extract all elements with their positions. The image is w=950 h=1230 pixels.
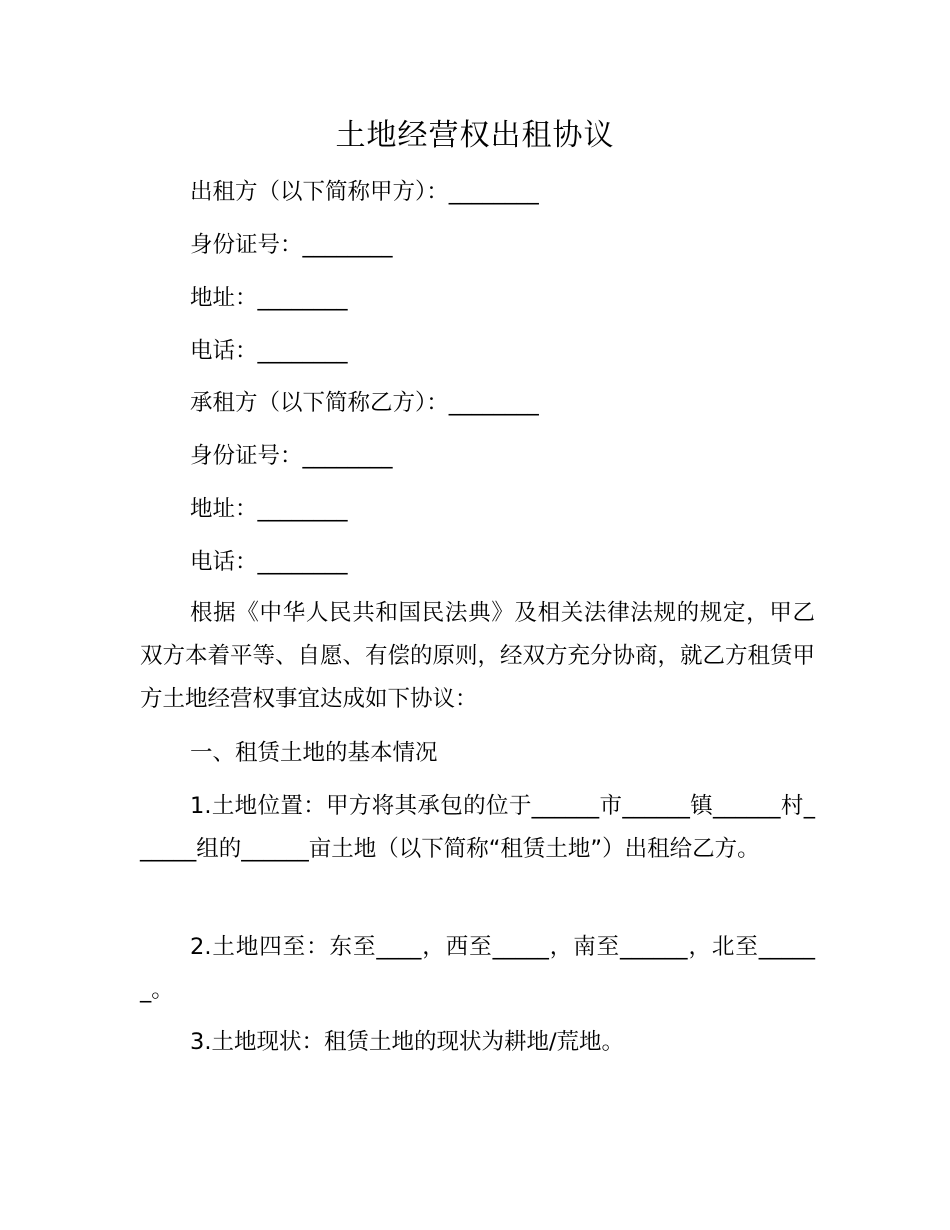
document-title: 土地经营权出租协议 [335, 118, 615, 153]
preamble-paragraph: 根据《中华人民共和国民法典》及相关法律法规的规定，甲乙双方本着平等、自愿、有偿的原则，经双方充分协商，就乙方租赁甲方土地经营权事宜达成如下协议： [140, 600, 816, 712]
section-1-heading: 一、租赁土地的基本情况 [190, 740, 438, 766]
clause-land-boundaries: 2.土地四至：东至____，西至_____，南至______，北至______。 [140, 934, 815, 1003]
party-a-id-line: 身份证号：________ [190, 232, 393, 258]
party-b-id-line: 身份证号：________ [190, 443, 393, 469]
party-b-phone-line: 电话：________ [190, 549, 348, 575]
party-a-address-line: 地址：________ [190, 285, 348, 311]
party-b-name-line: 承租方（以下简称乙方）：________ [190, 390, 539, 416]
clause-land-status: 3.土地现状：租赁土地的现状为耕地/荒地。 [190, 1029, 625, 1055]
party-a-name-line: 出租方（以下简称甲方）：________ [190, 179, 539, 205]
clause-land-location: 1.土地位置：甲方将其承包的位于______市______镇______村______组的______亩土地（以下简称“租赁土地”）出租给乙方。 [140, 793, 815, 862]
party-b-address-line: 地址：________ [190, 496, 348, 522]
party-a-phone-line: 电话：________ [190, 338, 348, 364]
